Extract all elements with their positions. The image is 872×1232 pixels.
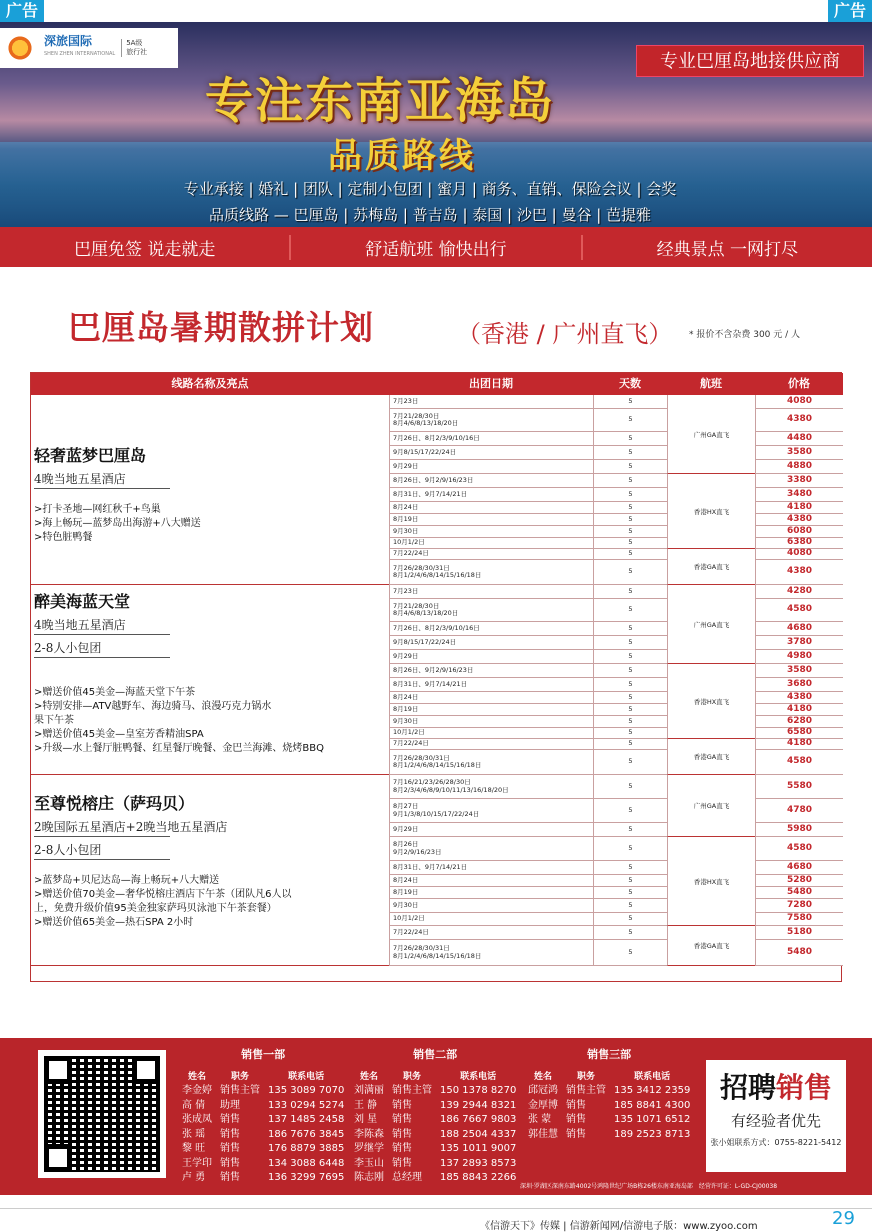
departure-date: 7月26日、8月2/3/9/10/16日 xyxy=(389,622,593,636)
departure-date: 7月23日 xyxy=(389,395,593,409)
departure-date: 9月8/15/17/22/24日 xyxy=(389,446,593,460)
route-name: 至尊悦榕庄（萨玛贝） xyxy=(34,794,195,813)
page-divider xyxy=(0,1208,872,1209)
sales-member: 高 倩 助理 133 0294 5274 xyxy=(182,1099,345,1111)
departure-date: 8月19日 xyxy=(389,514,593,526)
departure-date: 10月1/2日 xyxy=(389,728,593,739)
price: 4480 xyxy=(755,432,843,446)
days: 5 xyxy=(593,875,667,887)
price: 5580 xyxy=(755,775,843,799)
departure-date: 7月26/28/30/31日 8月1/2/4/6/8/14/15/16/18日 xyxy=(389,750,593,775)
sales-member: 刘满丽 销售主管 150 1378 8270 xyxy=(354,1085,517,1096)
days: 5 xyxy=(593,514,667,526)
price: 5280 xyxy=(755,875,843,887)
price: 4380 xyxy=(755,514,843,526)
days: 5 xyxy=(593,837,667,861)
price: 4980 xyxy=(755,650,843,664)
days: 5 xyxy=(593,861,667,875)
departure-date: 7月26/28/30/31日 8月1/2/4/6/8/14/15/16/18日 xyxy=(389,560,593,585)
itinerary-table xyxy=(30,372,842,982)
departure-date: 8月19日 xyxy=(389,887,593,899)
subheadline: 品质路线 xyxy=(328,136,476,176)
flight-info: 香港HX直飞 xyxy=(667,474,755,549)
days: 5 xyxy=(593,750,667,775)
route-hotel-line: 4晚当地五星酒店 xyxy=(34,618,126,632)
flight-info: 广州GA直飞 xyxy=(667,775,755,837)
qr-code xyxy=(38,1050,166,1178)
days: 5 xyxy=(593,704,667,716)
route-hotel-line: 4晚当地五星酒店 xyxy=(34,472,126,486)
sales-member: 张 瑶 销售 186 7676 3845 xyxy=(182,1128,345,1140)
hire-contact: 张小姐联系方式：0755-8221-5412 xyxy=(710,1138,842,1147)
departure-date: 7月26/28/30/31日 8月1/2/4/6/8/14/15/16/18日 xyxy=(389,940,593,966)
flight-info: 广州GA直飞 xyxy=(667,585,755,664)
price: 4280 xyxy=(755,585,843,599)
departure-date: 7月21/28/30日 8月4/6/8/13/18/20日 xyxy=(389,409,593,432)
days: 5 xyxy=(593,678,667,692)
days: 5 xyxy=(593,622,667,636)
sales-footer xyxy=(0,1038,872,1195)
departure-date: 8月27日 9月1/3/8/10/15/17/22/24日 xyxy=(389,799,593,823)
sales-member: 罗继学 销售 135 1011 9007 xyxy=(354,1143,517,1154)
days: 5 xyxy=(593,799,667,823)
sales-member: 李陈森 销售 188 2504 4337 xyxy=(354,1128,517,1140)
route-name: 醉美海蓝天堂 xyxy=(34,592,131,611)
days: 5 xyxy=(593,775,667,799)
sales-col-header: 姓名 xyxy=(187,1072,206,1082)
flight-info: 香港HX直飞 xyxy=(667,664,755,739)
departure-date: 9月8/15/17/22/24日 xyxy=(389,636,593,650)
price: 5480 xyxy=(755,887,843,899)
sales-member: 张成凤 销售 137 1485 2458 xyxy=(182,1114,345,1125)
route-highlight: >赠送价值45美金—皇室芳香精油SPA xyxy=(34,729,204,740)
days: 5 xyxy=(593,395,667,409)
route-highlight: >打卡圣地—网红秋千+鸟巢 xyxy=(34,504,161,515)
price: 4380 xyxy=(755,560,843,585)
price: 3580 xyxy=(755,664,843,678)
flight-info: 广州GA直飞 xyxy=(667,395,755,474)
sales-member: 王学印 销售 134 3088 6448 xyxy=(182,1157,345,1169)
table-header: 价格 xyxy=(755,373,843,395)
days: 5 xyxy=(593,502,667,514)
sales-col-header: 职务 xyxy=(230,1072,249,1082)
sales-team-name: 销售一部 xyxy=(241,1048,286,1061)
days: 5 xyxy=(593,913,667,926)
route-highlight: >蓝梦岛+贝尼达岛—海上畅玩+八大赠送 xyxy=(34,875,220,886)
flight-info: 香港GA直飞 xyxy=(667,926,755,966)
slogan-1: 巴厘免签 说走就走 xyxy=(0,235,291,260)
flight-info: 香港GA直飞 xyxy=(667,549,755,585)
days: 5 xyxy=(593,739,667,750)
price: 3680 xyxy=(755,678,843,692)
days: 5 xyxy=(593,409,667,432)
days: 5 xyxy=(593,538,667,549)
departure-date: 9月30日 xyxy=(389,526,593,538)
sales-col-header: 姓名 xyxy=(533,1072,552,1082)
table-header: 天数 xyxy=(593,373,667,395)
sales-col-header: 职务 xyxy=(402,1072,421,1082)
departure-date: 9月29日 xyxy=(389,460,593,474)
price: 3780 xyxy=(755,636,843,650)
sales-member: 黎 旺 销售 176 8879 3885 xyxy=(182,1143,345,1154)
departure-date: 9月30日 xyxy=(389,899,593,913)
company-address: 深圳·罗湖区深南东路4002号鸿隆世纪广场B栋26楼东南亚海岛部 经营许可证：L-GD-CJ00038 xyxy=(520,1183,778,1190)
flight-info: 香港GA直飞 xyxy=(667,739,755,775)
sales-team-name: 销售三部 xyxy=(587,1048,632,1061)
price: 4780 xyxy=(755,799,843,823)
route-highlight: >特别安排—ATV越野车、海边骑马、浪漫巧克力锅水 xyxy=(34,701,272,712)
price: 7580 xyxy=(755,913,843,926)
price: 6280 xyxy=(755,716,843,728)
price: 4180 xyxy=(755,704,843,716)
price: 4180 xyxy=(755,502,843,514)
days: 5 xyxy=(593,940,667,966)
sales-member: 金厚博 销售 185 8841 4300 xyxy=(528,1099,691,1111)
departure-date: 8月26日、9月2/9/16/23日 xyxy=(389,474,593,488)
brand-grade: 5A级 旅行社 xyxy=(121,39,147,57)
sun-logo-icon xyxy=(4,32,36,64)
days: 5 xyxy=(593,823,667,837)
route-hotel-line: 2晚国际五星酒店+2晚当地五星酒店 xyxy=(34,820,228,834)
price: 6080 xyxy=(755,526,843,538)
route-highlight: >赠送价值70美金—奢华悦榕庄酒店下午茶（团队凡6人以 xyxy=(34,889,292,900)
sales-member: 陈志刚 总经理 185 8843 2266 xyxy=(354,1172,517,1183)
price: 5180 xyxy=(755,926,843,940)
price: 4880 xyxy=(755,460,843,474)
price: 7280 xyxy=(755,899,843,913)
table-header: 出团日期 xyxy=(389,373,593,395)
route-hotel-line: 2-8人小包团 xyxy=(34,641,102,655)
sales-member: 刘 星 销售 186 7667 9803 xyxy=(354,1114,517,1125)
ad-label-left: 广告 xyxy=(0,0,44,22)
route-highlight: 上，免费升级价值95美金独家萨玛贝泳池下午茶套餐） xyxy=(34,903,277,914)
plan-title: 巴厘岛暑期散拼计划 xyxy=(68,308,374,347)
days: 5 xyxy=(593,636,667,650)
route-highlight: >赠送价值45美金—海蓝天堂下午茶 xyxy=(34,687,196,698)
days: 5 xyxy=(593,432,667,446)
sales-col-header: 职务 xyxy=(576,1072,595,1082)
departure-date: 9月30日 xyxy=(389,716,593,728)
days: 5 xyxy=(593,585,667,599)
brand-name: 深旅国际 SHEN ZHEN INTERNATIONAL xyxy=(44,34,116,57)
departure-date: 8月31日、9月7/14/21日 xyxy=(389,678,593,692)
departure-date: 7月22/24日 xyxy=(389,549,593,560)
sales-member: 郭佳慧 销售 189 2523 8713 xyxy=(528,1128,691,1140)
route-highlight: >特色脏鸭餐 xyxy=(34,532,93,543)
days: 5 xyxy=(593,899,667,913)
page-number: 29 xyxy=(832,1208,855,1229)
price: 6380 xyxy=(755,538,843,549)
price: 6580 xyxy=(755,728,843,739)
days: 5 xyxy=(593,716,667,728)
sales-member: 王 静 销售 139 2944 8321 xyxy=(354,1099,517,1111)
departure-date: 8月19日 xyxy=(389,704,593,716)
hire-title-highlight: 销售 xyxy=(776,1071,833,1104)
table-header: 航班 xyxy=(667,373,755,395)
departure-date: 8月24日 xyxy=(389,692,593,704)
departure-date: 10月1/2日 xyxy=(389,538,593,549)
days: 5 xyxy=(593,728,667,739)
hire-title: 招聘 xyxy=(719,1071,776,1104)
departure-date: 7月26日、8月2/3/9/10/16日 xyxy=(389,432,593,446)
sales-team xyxy=(178,1046,348,1186)
route-highlight: >海上畅玩—蓝梦岛出海游+八大赠送 xyxy=(34,518,201,529)
days: 5 xyxy=(593,549,667,560)
days: 5 xyxy=(593,692,667,704)
price: 4580 xyxy=(755,837,843,861)
route-name: 轻奢蓝梦巴厘岛 xyxy=(34,446,147,465)
price: 3580 xyxy=(755,446,843,460)
price: 4380 xyxy=(755,409,843,432)
price: 3480 xyxy=(755,488,843,502)
price: 4180 xyxy=(755,739,843,750)
departure-date: 8月31日、9月7/14/21日 xyxy=(389,488,593,502)
days: 5 xyxy=(593,488,667,502)
sales-member: 张 蒙 销售 135 1071 6512 xyxy=(528,1114,691,1125)
sales-member: 邱冠鸿 销售主管 135 3412 2359 xyxy=(528,1085,691,1096)
departure-date: 8月24日 xyxy=(389,875,593,887)
departure-date: 9月29日 xyxy=(389,823,593,837)
departure-date: 7月23日 xyxy=(389,585,593,599)
days: 5 xyxy=(593,664,667,678)
route-block xyxy=(31,395,389,585)
plan-subtitle: （香港 / 广州直飞） xyxy=(457,320,673,348)
page-footer-text: 《信游天下》传媒 | 信游新闻网/信游电子版：www.zyoo.com xyxy=(480,1221,758,1232)
flight-info: 香港HX直飞 xyxy=(667,837,755,926)
price: 5480 xyxy=(755,940,843,966)
days: 5 xyxy=(593,599,667,622)
route-highlight: >升级—水上餐厅脏鸭餐、红星餐厅晚餐、金巴兰海滩、烧烤BBQ xyxy=(34,743,324,754)
days: 5 xyxy=(593,526,667,538)
sales-team xyxy=(350,1046,520,1186)
sales-col-header: 联系电话 xyxy=(460,1072,497,1082)
days: 5 xyxy=(593,650,667,664)
days: 5 xyxy=(593,887,667,899)
sales-member: 卢 勇 销售 136 3299 7695 xyxy=(182,1172,345,1183)
price: 5980 xyxy=(755,823,843,837)
slogan-3: 经典景点 一网打尽 xyxy=(656,239,799,260)
sales-col-header: 联系电话 xyxy=(634,1072,671,1082)
plan-note: * 报价不含杂费 300 元 / 人 xyxy=(689,330,801,340)
departure-date: 7月22/24日 xyxy=(389,739,593,750)
departure-date: 9月29日 xyxy=(389,650,593,664)
route-block xyxy=(31,775,389,966)
price: 4080 xyxy=(755,549,843,560)
days: 5 xyxy=(593,926,667,940)
hire-sub: 有经验者优先 xyxy=(730,1112,821,1130)
price: 4080 xyxy=(755,395,843,409)
price: 4580 xyxy=(755,599,843,622)
sales-member: 李玉山 销售 137 2893 8573 xyxy=(354,1157,517,1169)
days: 5 xyxy=(593,560,667,585)
route-block xyxy=(31,585,389,775)
company-logo xyxy=(0,28,178,68)
sales-col-header: 联系电话 xyxy=(288,1072,325,1082)
departure-date: 7月22/24日 xyxy=(389,926,593,940)
route-hotel-line: 2-8人小包团 xyxy=(34,843,102,857)
price: 3380 xyxy=(755,474,843,488)
days: 5 xyxy=(593,446,667,460)
headline: 专注东南亚海岛 xyxy=(205,73,556,129)
days: 5 xyxy=(593,460,667,474)
price: 4680 xyxy=(755,861,843,875)
slogan-2: 舒适航班 愉快出行 xyxy=(291,235,582,260)
route-highlight: 果下午茶 xyxy=(34,715,74,726)
ad-label-right: 广告 xyxy=(828,0,872,22)
departure-date: 7月21/28/30日 8月4/6/8/13/18/20日 xyxy=(389,599,593,622)
route-highlight: >赠送价值65美金—热石SPA 2小时 xyxy=(34,917,194,928)
sales-col-header: 姓名 xyxy=(359,1072,378,1082)
departure-date: 8月26日、9月2/9/16/23日 xyxy=(389,664,593,678)
departure-date: 10月1/2日 xyxy=(389,913,593,926)
table-header: 线路名称及亮点 xyxy=(31,373,389,395)
price: 4580 xyxy=(755,750,843,775)
slogan-bar xyxy=(0,227,872,267)
hiring-box xyxy=(706,1060,846,1172)
sales-team-name: 销售二部 xyxy=(413,1048,458,1061)
departure-date: 8月26日 9月2/9/16/23日 xyxy=(389,837,593,861)
price: 4380 xyxy=(755,692,843,704)
days: 5 xyxy=(593,474,667,488)
sales-member: 李金婷 销售主管 135 3089 7070 xyxy=(182,1085,345,1096)
tagline-box: 专业巴厘岛地接供应商 xyxy=(636,45,864,77)
departure-date: 8月31日、9月7/14/21日 xyxy=(389,861,593,875)
routes-line: 品质线路 — 巴厘岛 | 苏梅岛 | 普吉岛 | 泰国 | 沙巴 | 曼谷 | 芭提雅 xyxy=(208,206,652,224)
sales-team xyxy=(524,1046,694,1142)
price: 4680 xyxy=(755,622,843,636)
departure-date: 8月24日 xyxy=(389,502,593,514)
services-line: 专业承接 | 婚礼 | 团队 | 定制小包团 | 蜜月 | 商务、直销、保险会议 | 会奖 xyxy=(183,180,677,198)
departure-date: 7月16/21/23/26/28/30日 8月2/3/4/6/8/9/10/11/13/16/18/20日 xyxy=(389,775,593,799)
